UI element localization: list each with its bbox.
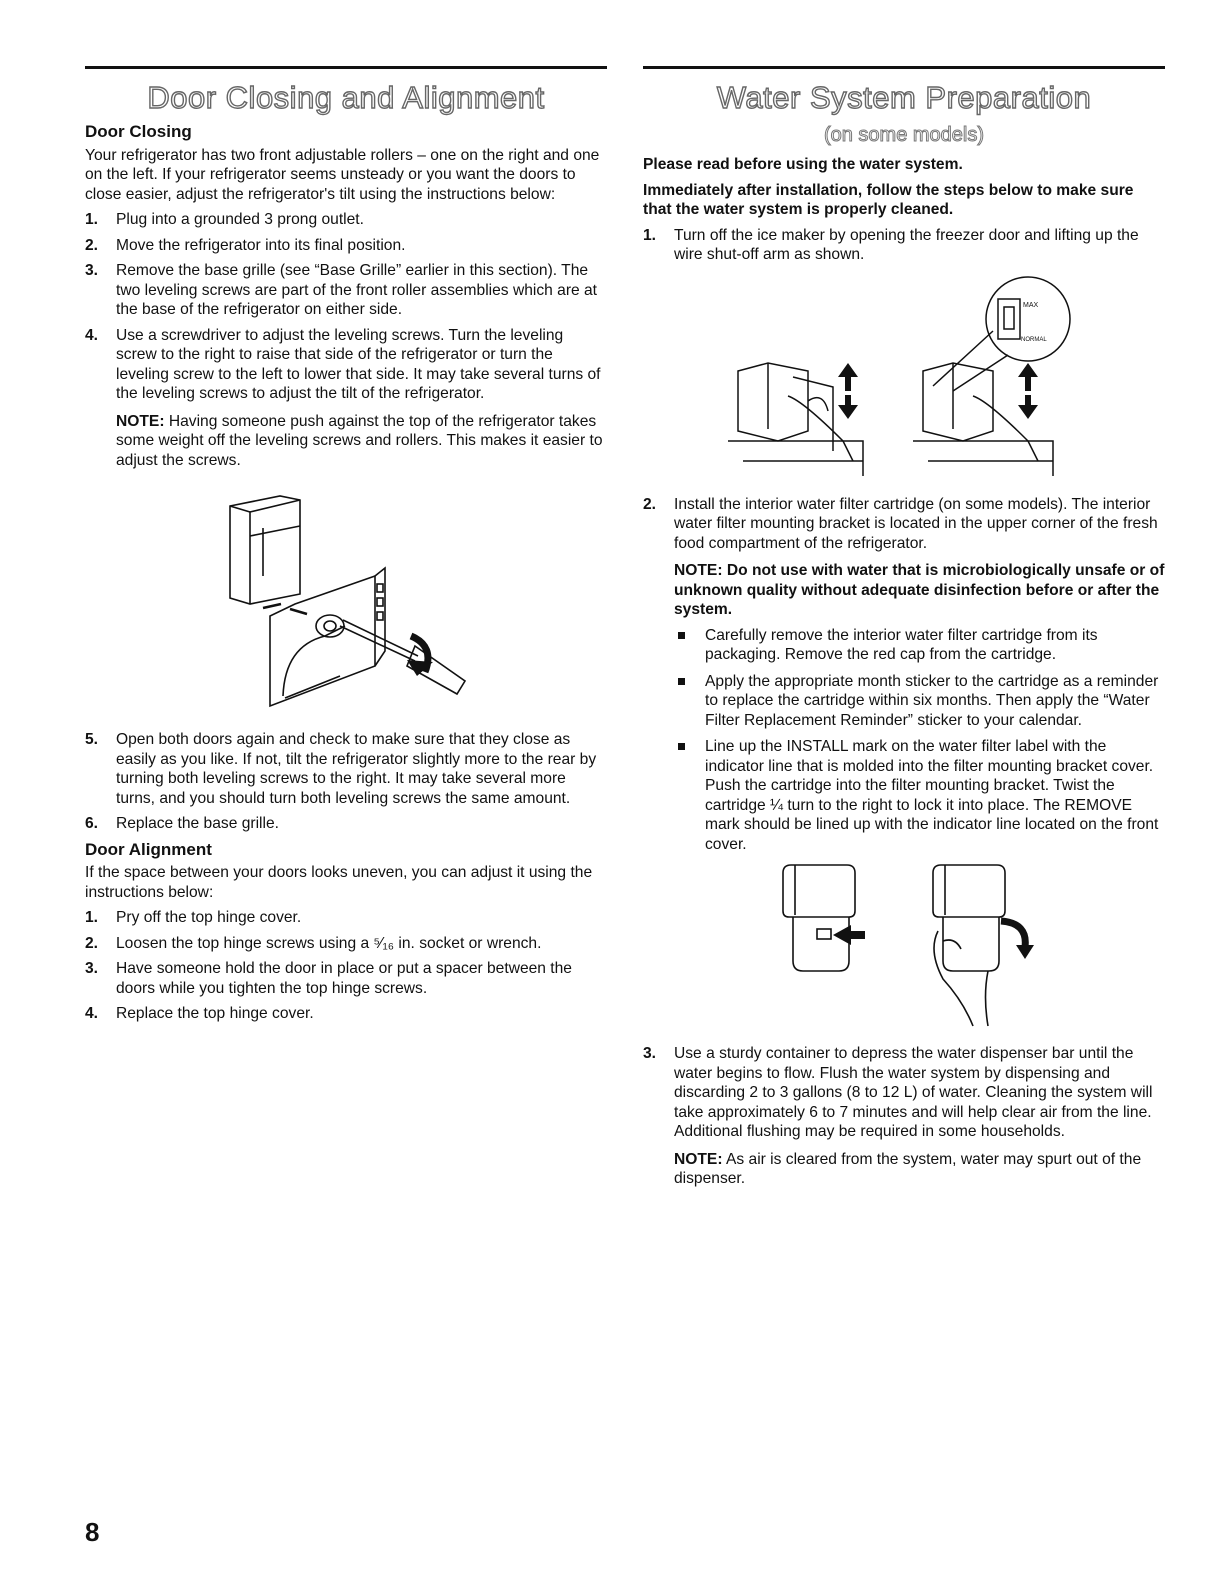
list-item: 3. Use a sturdy container to depress the water dispenser bar until the water begins to flow. Flush the water system by dispensing and discarding 2 to 3 gallons (8 to 12 L) of water. Cleaning the system will take approximately 6 to 7 minutes and will help clear air from the line. Additional flushing may be required in some households. NOTE: As air is cleared from the system, water may spurt out of the dispenser.: [643, 1044, 1165, 1189]
water-step-3: [643, 1044, 1165, 1189]
door-closing-section: [85, 122, 607, 1030]
leveling-note: NOTE: Having someone push against the top of the refrigerator takes some weight off the leveling screws and rollers. This makes it easier to adjust the screws.: [116, 412, 603, 469]
bullet-icon: [678, 632, 685, 639]
bullet-icon: [678, 678, 685, 685]
door-closing-alignment-title: Door Closing and Alignment: [147, 80, 545, 115]
water-system-title: Water System Preparation: [716, 80, 1092, 115]
list-item: 5. Open both doors again and check to make sure that they close as easily as you like. If not, tilt the refrigerator slightly more to the rear by turning both leveling screws to the right. It may take several more turns, and you should turn both leveling screws the same amount.: [85, 731, 597, 807]
filter-bullets: [674, 626, 1165, 855]
door-closing-steps: [85, 210, 607, 470]
left-top-rule: [85, 66, 607, 69]
door-closing-intro: Your refrigerator has two front adjustable rollers – one on the right and one on the left. If your refrigerator seems unsteady or you want the doors to close easier, adjust the refrigerator's tilt using the instructions below:: [85, 146, 600, 203]
door-alignment-steps: [85, 908, 607, 1024]
list-item: 1. Pry off the top hinge cover.: [85, 909, 302, 926]
page-number: 8: [85, 1517, 100, 1547]
list-item: 4. Use a screwdriver to adjust the leveling screws. Turn the leveling screw to the right to raise that side of the refrigerator or turn the leveling screw to the left to lower that side. It may take several turns of the leveling screws to adjust the tilt of the refrigerator. NOTE: Having someone push against the top of the refrigerator takes some weight off the leveling screws and rollers. This makes it easier to adjust the screws.: [85, 326, 607, 471]
water-step-1: [643, 226, 1165, 265]
list-item: 1. Plug into a grounded 3 prong outlet.: [85, 211, 364, 228]
leveling-screw-illustration: [85, 476, 607, 726]
list-item: Carefully remove the interior water filter cartridge from its packaging. Remove the red cap from the cartridge.: [674, 626, 1165, 665]
right-top-rule: [643, 66, 1165, 69]
normal-label: NORMAL: [1021, 336, 1047, 343]
water-filter-illustration: [643, 861, 1165, 1036]
list-item: 4. Replace the top hinge cover.: [85, 1005, 314, 1022]
microbiological-note: NOTE: Do not use with water that is microbiologically unsafe or of unknown quality without adequate disinfection before or after the system.: [674, 562, 1165, 618]
water-step-2: [643, 495, 1165, 855]
water-system-section: [643, 155, 1165, 1195]
list-item: 6. Replace the base grille.: [85, 815, 279, 832]
immediately-text: Immediately after installation, follow the steps below to make sure that the water system is properly cleaned.: [643, 181, 1134, 218]
door-closing-heading: Door Closing: [85, 122, 192, 141]
list-item: 3. Have someone hold the door in place or put a spacer between the doors while you tighten the top hinge screws.: [85, 960, 572, 997]
max-label: MAX: [1023, 301, 1039, 309]
read-before-text: Please read before using the water system.: [643, 156, 963, 173]
bullet-icon: [678, 743, 685, 750]
list-item: Apply the appropriate month sticker to the cartridge as a reminder to replace the cartridge within six months. Then apply the “Water Filter Replacement Reminder” sticker to your calendar.: [674, 672, 1165, 731]
list-item: 2. Move the refrigerator into its final position.: [85, 236, 406, 254]
door-alignment-heading: Door Alignment: [85, 839, 212, 859]
ice-maker-illustration: [643, 271, 1165, 491]
left-column: [85, 0, 607, 1200]
list-item: 3. Remove the base grille (see “Base Grille” earlier in this section). The two leveling screws are part of the front roller assemblies which are at the base of the refrigerator on either side.: [85, 262, 598, 318]
list-item: 2. Loosen the top hinge screws using a ⁵⁄₁₆ in. socket or wrench.: [85, 934, 542, 952]
list-item: Line up the INSTALL mark on the water filter label with the indicator line that is molded into the filter mounting bracket cover. Push the cartridge into the filter mounting bracket. Twist the cartridge ¼ turn to the right to lock it into place. The REMOVE mark should be lined up with the indicator line located on the front cover.: [674, 737, 1165, 854]
spurt-note: NOTE: As air is cleared from the system, water may spurt out of the dispenser.: [674, 1150, 1142, 1187]
right-column: [643, 0, 1165, 1250]
door-alignment-intro: If the space between your doors looks uneven, you can adjust it using the instructions below:: [85, 864, 593, 901]
list-item: 2. Install the interior water filter cartridge (on some models). The interior water filter mounting bracket is located in the upper corner of the fresh food compartment of the refrigerator. NOTE: Do not use with water that is microbiologically unsafe or of unknown quality without adequate disinfection before or after the system. Carefully remove the interior water filter cartridge from its packaging. Remove the red cap from the cartridge. Apply the appropriate month sticker to the cartridge as a reminder to replace the cartridge within six months. Then apply the “Water Filter Replacement Reminder” sticker to your calendar. Line up the INSTALL mark on the water filter label with the indicator line that is molded into the filter mounting bracket cover. Push the cartridge into the filter mounting bracket. Twist the cartridge ¼ turn to the right to lock it into place. The REMOVE mark should be lined up with the indicator line located on the front cover.: [643, 495, 1165, 853]
door-closing-steps-continued: [85, 730, 607, 834]
water-system-subtitle: (on some models): [823, 124, 985, 146]
list-item: 1. Turn off the ice maker by opening the freezer door and lifting up the wire shut-off arm as shown.: [643, 226, 1139, 263]
